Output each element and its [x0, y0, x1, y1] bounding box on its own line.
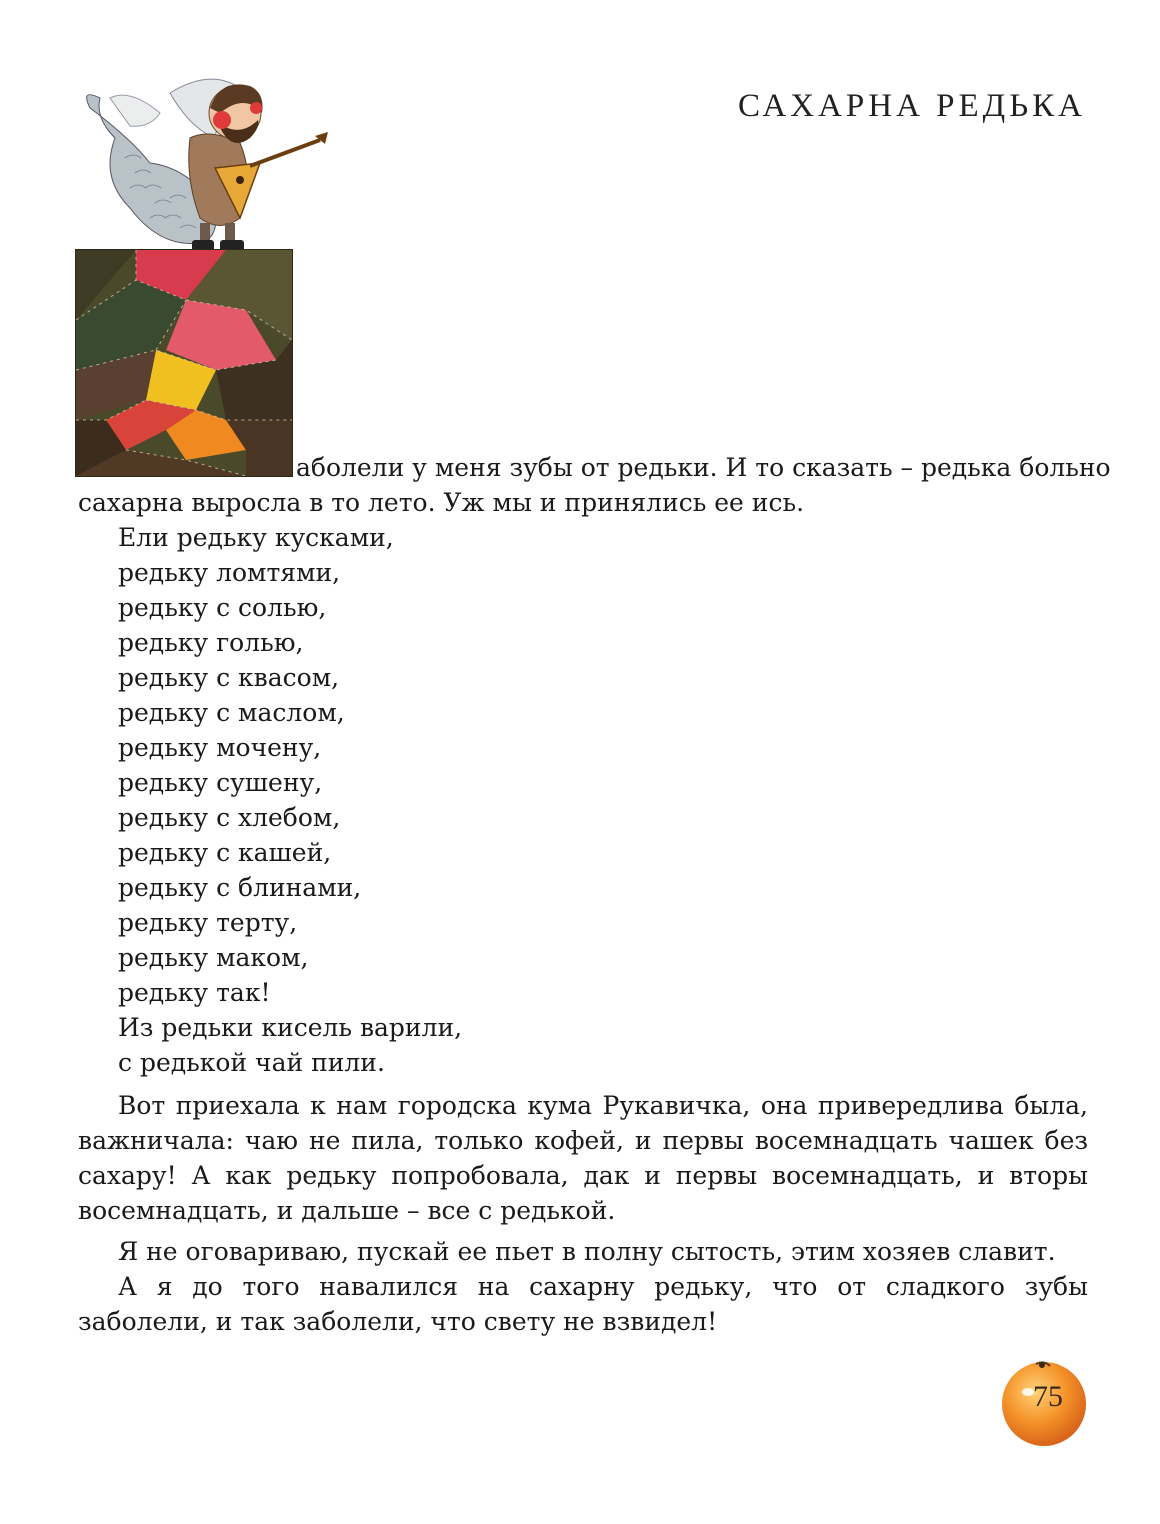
poem-line: редьку маком, [118, 943, 309, 972]
poem-line: редьку терту, [118, 908, 298, 937]
story-paragraph: А я до того навалился на сахарну редьку, что от сладкого зубы заболели, и так заболели, что свету не взвидел! [78, 1272, 1088, 1336]
poem-line: редьку с кашей, [118, 838, 332, 867]
story-second-line: сахарна выросла в то лето. Уж мы и принялись ее ись. [78, 488, 805, 517]
poem-line: Из редьки кисель варили, [118, 1013, 463, 1042]
poem-line: с редькой чай пили. [118, 1048, 385, 1077]
drop-cap-illustration [70, 68, 332, 480]
story-paragraph: Вот приехала к нам городска кума Рукавичка, она привередлива была, важничала: чаю не пила, только кофей, и первы восемнадцать чашек без сахару! А как редьку попробовала, дак и первы восемнадцать, и вторы восемнадцать, и дальше – все с редькой. [78, 1091, 1088, 1225]
story-text [78, 450, 1111, 1339]
poem-line: редьку с квасом, [118, 663, 340, 692]
poem-line: редьку с маслом, [118, 698, 345, 727]
page-number: 75 [1033, 1380, 1063, 1413]
poem-stanza [78, 520, 1088, 1080]
page-title: САХАРНА РЕДЬКА [738, 88, 1086, 124]
poem-line: редьку с хлебом, [118, 803, 341, 832]
story-paragraph: Я не оговариваю, пускай ее пьет в полну сытость, этим хозяев славит. [118, 1237, 1056, 1266]
page-number-badge [998, 1356, 1090, 1448]
poem-line: редьку с солью, [118, 593, 327, 622]
poem-line: редьку сушену, [118, 768, 323, 797]
poem-line: редьку ломтями, [118, 558, 341, 587]
poem-line: редьку голью, [118, 628, 304, 657]
poem-line: Ели редьку кусками, [118, 523, 394, 552]
poem-line: редьку так! [118, 978, 271, 1007]
poem-line: редьку с блинами, [118, 873, 362, 902]
story-first-line: аболели у меня зубы от редьки. И то сказать – редька больно [296, 453, 1111, 482]
poem-line: редьку мочену, [118, 733, 322, 762]
